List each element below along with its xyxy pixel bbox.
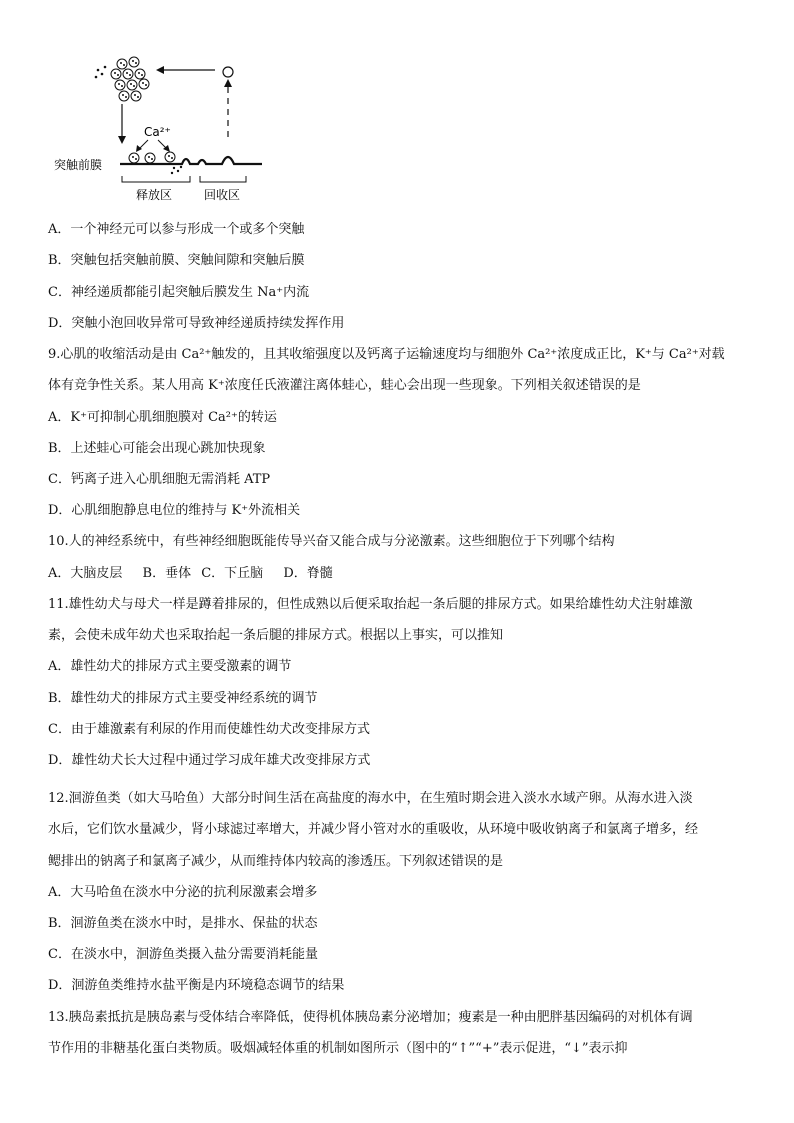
- q12-option-b: B．洄游鱼类在淡水中时，是排水、保盐的状态: [48, 916, 318, 931]
- recycle-bracket: [200, 176, 246, 182]
- q10-options: [48, 564, 333, 584]
- q10-option-a: A．大脑皮层: [48, 566, 123, 581]
- q12-option-c: C．在淡水中，洄游鱼类摄入盐分需要消耗能量: [48, 947, 318, 962]
- q8-option-d: D．突触小泡回收异常可导致神经递质持续发挥作用: [48, 316, 345, 331]
- vesicle-cluster: [111, 57, 149, 101]
- q12-stem-line-1: 12.洄游鱼类（如大马哈鱼）大部分时间生活在高盐度的海水中，在生殖时期会进入淡水水域产卵。从海水进入淡: [48, 791, 693, 806]
- q10-option-d: D．脊髓: [283, 566, 333, 581]
- release-bracket: [122, 176, 190, 182]
- recycle-label: 回收区: [204, 188, 241, 202]
- q12-option-a: A．大马哈鱼在淡水中分泌的抗利尿激素会增多: [48, 885, 318, 900]
- q13-stem-line-2: 节作用的非糖基化蛋白类物质。吸烟减轻体重的机制如图所示（图中的“↑”“+”表示促进，“↓”表示抑: [48, 1041, 628, 1056]
- down-arrowhead: [118, 136, 126, 144]
- q12-option-d: D．洄游鱼类维持水盐平衡是内环境稳态调节的结果: [48, 978, 345, 993]
- q9-stem-line-2: 体有竞争性关系。某人用高 K⁺浓度任氏液灌注离体蛙心，蛙心会出现一些现象。下列相关叙述错误的是: [48, 378, 641, 393]
- q11-option-c: C．由于雄激素有利尿的作用而使雄性幼犬改变排尿方式: [48, 722, 370, 737]
- q10-stem: 10.人的神经系统中，有些神经细胞既能传导兴奋又能合成与分泌激素。这些细胞位于下列哪个结构: [48, 534, 615, 549]
- synapse-diagram: [50, 52, 270, 212]
- return-arrowhead: [156, 66, 164, 74]
- released-particles: [95, 66, 107, 79]
- membrane-label: 突触前膜: [54, 158, 103, 172]
- empty-vesicle: [223, 67, 233, 77]
- q12-stem-line-2: 水后，它们饮水量减少，肾小球滤过率增大，并减少肾小管对水的重吸收，从环境中吸收钠离子和氯离子增多，经: [48, 822, 699, 837]
- q9-option-b: B．上述蛙心可能会出现心跳加快现象: [48, 441, 266, 456]
- q11-option-b: B．雄性幼犬的排尿方式主要受神经系统的调节: [48, 691, 318, 706]
- recycle-arrowhead: [224, 79, 232, 87]
- docked-vesicles: [129, 152, 175, 163]
- presynaptic-membrane: [120, 157, 262, 164]
- q13-stem-line-1: 13.胰岛素抵抗是胰岛素与受体结合率降低，使得机体胰岛素分泌增加；瘦素是一种由肥胖基因编码的对机体有调: [48, 1010, 693, 1025]
- released-transmitter: [171, 166, 182, 174]
- q9-option-a: A．K⁺可抑制心肌细胞膜对 Ca²⁺的转运: [48, 410, 277, 425]
- q8-option-c: C．神经递质都能引起突触后膜发生 Na⁺内流: [48, 285, 310, 300]
- q12-stem-line-3: 鳃排出的钠离子和氯离子减少，从而维持体内较高的渗透压。下列叙述错误的是: [48, 854, 504, 869]
- q11-option-d: D．雄性幼犬长大过程中通过学习成年雄犬改变排尿方式: [48, 753, 371, 768]
- q11-option-a: A．雄性幼犬的排尿方式主要受激素的调节: [48, 659, 292, 674]
- q9-option-c: C．钙离子进入心肌细胞无需消耗 ATP: [48, 472, 271, 487]
- q8-option-a: A．一个神经元可以参与形成一个或多个突触: [48, 222, 305, 237]
- q11-stem-line-1: 11.雄性幼犬与母犬一样是蹲着排尿的，但性成熟以后便采取抬起一条后腿的排尿方式。如果给雄性幼犬注射雄激: [48, 597, 693, 612]
- q9-option-d: D．心肌细胞静息电位的维持与 K⁺外流相关: [48, 503, 301, 518]
- q8-option-b: B．突触包括突触前膜、突触间隙和突触后膜: [48, 253, 305, 268]
- q11-stem-line-2: 素，会使未成年幼犬也采取抬起一条后腿的排尿方式。根据以上事实，可以推知: [48, 628, 504, 643]
- q9-stem-line-1: 9.心肌的收缩活动是由 Ca²⁺触发的，且其收缩强度以及钙离子运输速度均与细胞外 Ca²⁺浓度成正比，K⁺与 Ca²⁺对载: [48, 347, 725, 362]
- synapse-diagram-svg: [50, 52, 270, 212]
- ca-label: Ca²⁺: [144, 125, 171, 139]
- q10-option-b: B．垂体: [142, 566, 192, 581]
- q10-option-c: C．下丘脑: [201, 566, 264, 581]
- release-label: 释放区: [136, 188, 173, 202]
